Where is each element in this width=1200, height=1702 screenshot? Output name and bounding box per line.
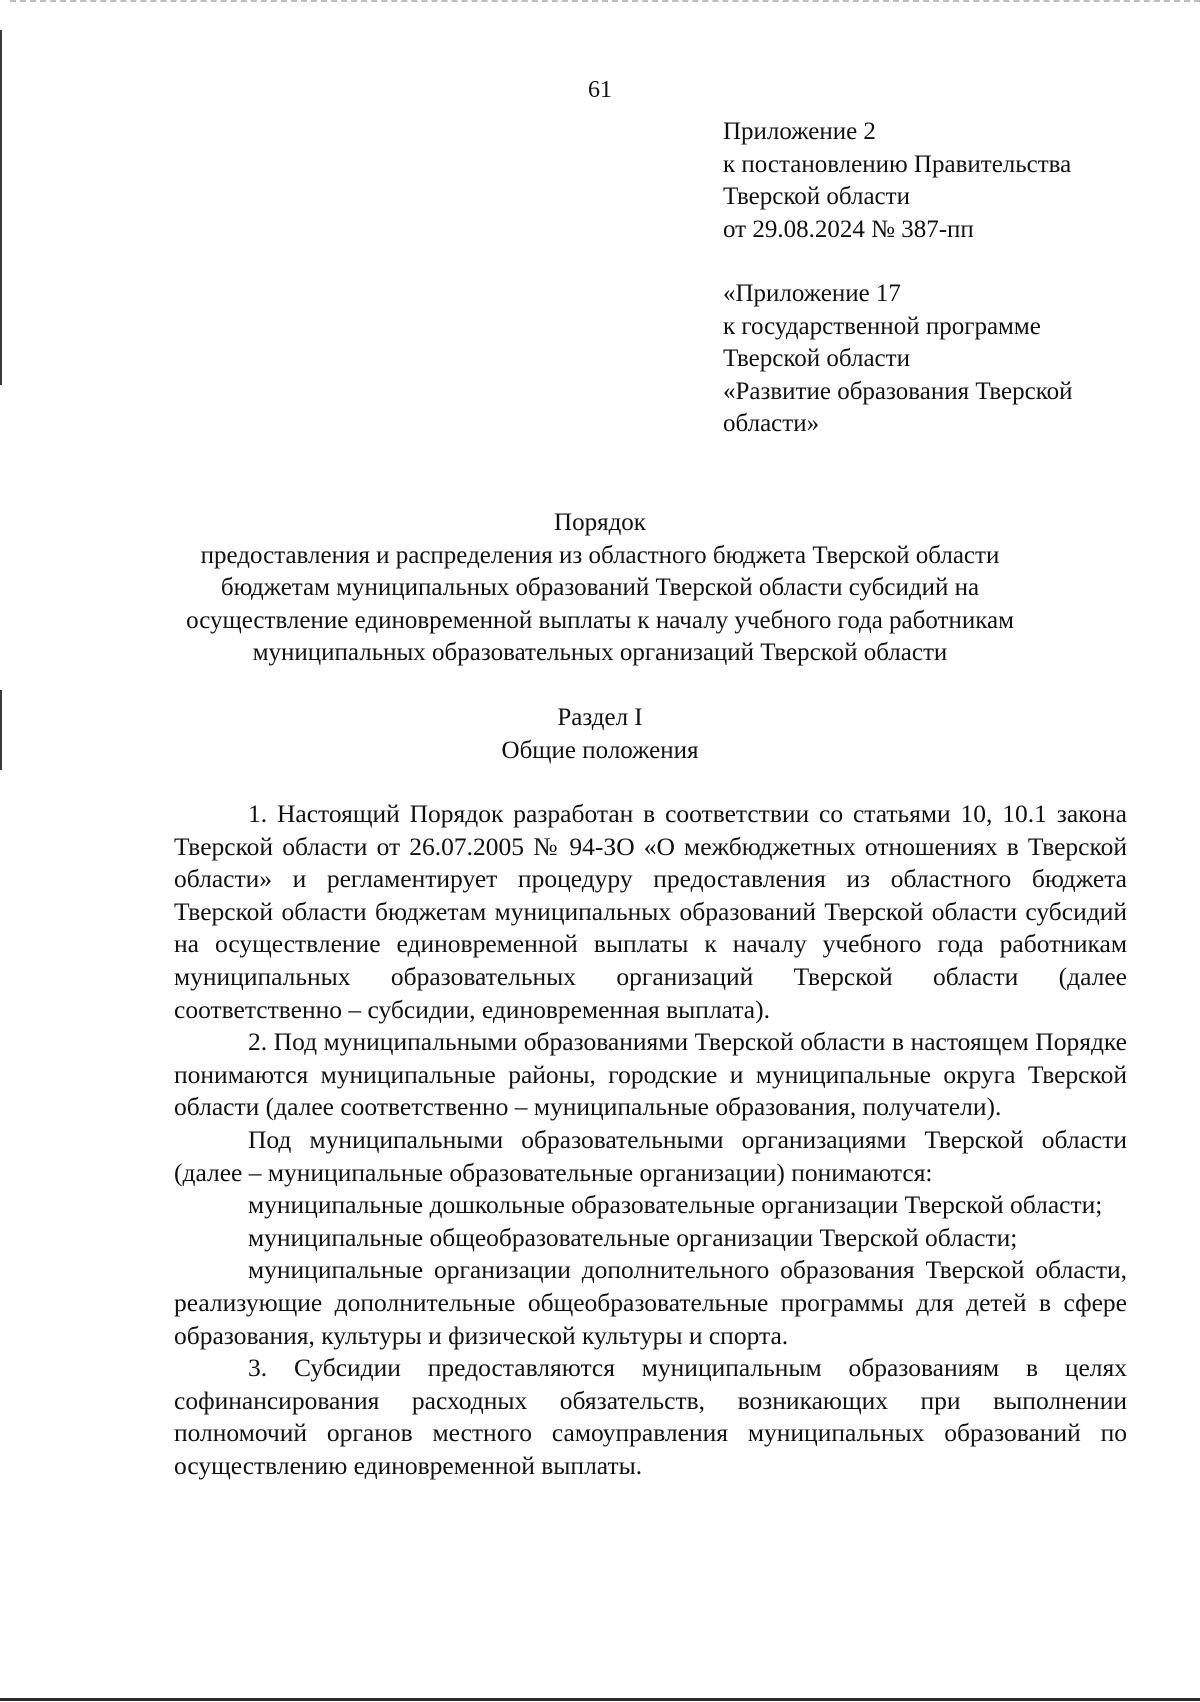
section-name: Общие положения xyxy=(501,736,699,764)
title-line: муниципальных образовательных организаций Тверской области xyxy=(252,639,948,666)
appendix-program-block xyxy=(723,278,1163,441)
paragraph: муниципальные дошкольные образовательные организации Тверской области; xyxy=(248,1190,1103,1220)
title-line: бюджетам муниципальных образований Тверской области субсидий на xyxy=(220,574,980,601)
scan-edge-left xyxy=(0,690,2,770)
appendix-main-line: от 29.08.2024 № 387-пп xyxy=(723,215,974,243)
paragraph: 1. Настоящий Порядок разработан в соответствии со статьями 10, 10.1 закона Тверской области от 26.07.2005 № 94-ЗО «О межбюджетных отношениях в Тверской области» и регламентирует процедуру предоставления из областного бюджета Тверской области бюджетам муниципальных образований Тверской области субсидий на осуществление единовременной выплаты к началу учебного года работникам муниципальных образовательных организаций Тверской области (далее соответственно – субсидии, единовременная выплата). xyxy=(174,799,1127,1024)
paragraph: муниципальные организации дополнительного образования Тверской области, реализующие дополнительные общеобразовательные программы для детей в сфере образования, культуры и физической культуры и спорта. xyxy=(174,1255,1127,1350)
title-line: предоставления и распределения из областного бюджета Тверской области xyxy=(200,541,1000,569)
body-text xyxy=(174,798,1127,1482)
appendix-program-line: области» xyxy=(723,410,820,437)
paragraph: муниципальные общеобразовательные организации Тверской области; xyxy=(248,1222,1018,1252)
appendix-main-line: к постановлению Правительства xyxy=(723,150,1072,178)
page-number: 61 xyxy=(588,77,612,103)
appendix-main-line: Тверской области xyxy=(723,183,910,210)
title-line: осуществление единовременной выплаты к началу учебного года работникам xyxy=(186,606,1014,634)
appendix-program-line: к государственной программе xyxy=(723,312,1041,340)
title-heading: Порядок xyxy=(554,509,646,536)
section-number: Раздел I xyxy=(557,704,643,731)
paragraph: Под муниципальными образовательными организациями Тверской области (далее – муниципальные образовательные организации) понимаются: xyxy=(174,1124,1127,1187)
section-heading xyxy=(130,702,1070,767)
appendix-program-line: «Приложение 17 xyxy=(723,280,901,307)
document-title xyxy=(130,507,1070,670)
appendix-program-line: Тверской области xyxy=(723,345,910,372)
appendix-main-block xyxy=(723,116,1163,246)
scan-edge-top xyxy=(10,0,1200,2)
paragraph: 3. Субсидии предоставляются муниципальным образованиям в целях софинансирования расходных обязательств, возникающих при выполнении полномочий органов местного самоуправления муниципальных образований по осуществлению единовременной выплаты. xyxy=(174,1353,1127,1480)
scan-edge-bottom xyxy=(0,1698,1200,1701)
appendix-program-line: «Развитие образования Тверской xyxy=(723,377,1073,405)
paragraph: 2. Под муниципальными образованиями Тверской области в настоящем Порядке понимаются муниципальные районы, городские и муниципальные округа Тверской области (далее соответственно – муниципальные образования, получатели). xyxy=(174,1027,1127,1122)
appendix-main-line: Приложение 2 xyxy=(723,118,876,145)
